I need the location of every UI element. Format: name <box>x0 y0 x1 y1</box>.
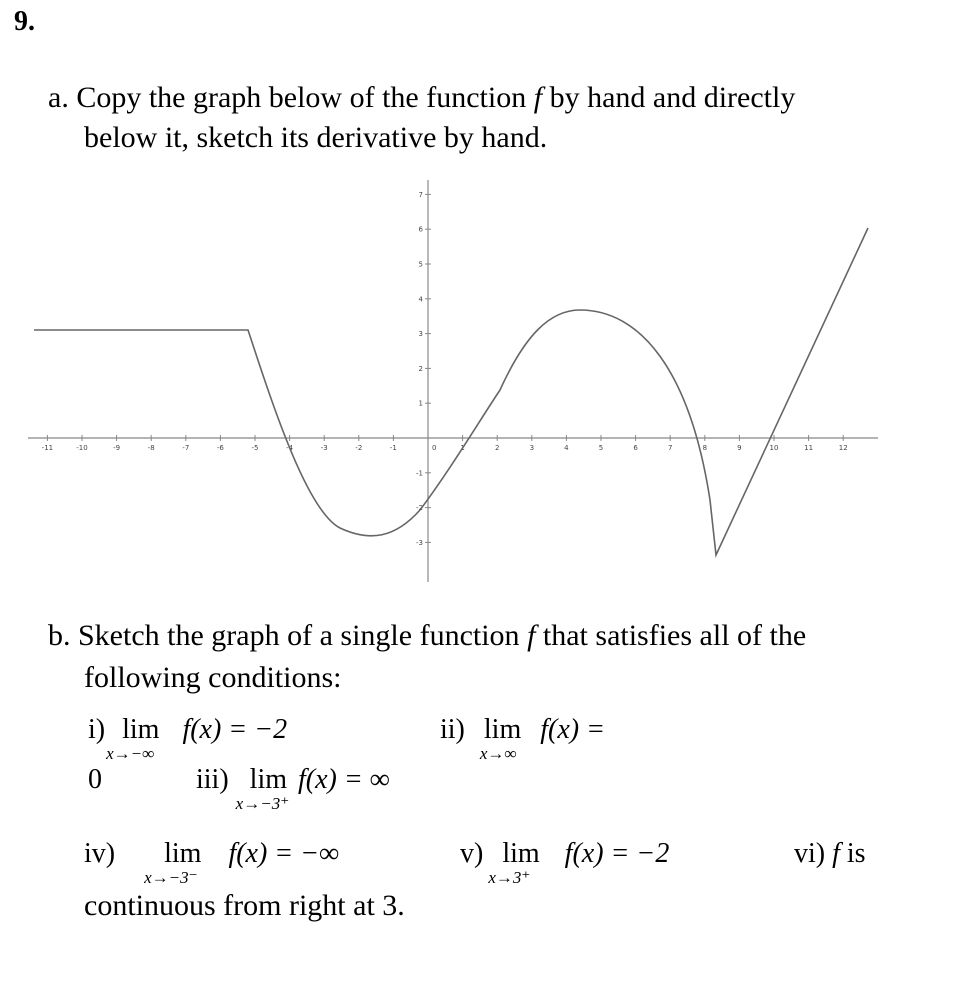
lim-text: lim <box>122 714 160 745</box>
function-curve <box>34 225 868 555</box>
x-tick-label: 11 <box>804 444 814 452</box>
condition-ii-value: 0 <box>88 764 102 795</box>
condition-ii-label: ii) <box>440 714 465 745</box>
x-tick-label: -1 <box>389 444 397 452</box>
part-b-line-2: following conditions: <box>84 661 342 694</box>
condition-v <box>460 838 670 887</box>
part-a-line-2: below it, sketch its derivative by hand. <box>84 121 548 154</box>
condition-ii <box>440 714 605 763</box>
x-tick-label: 5 <box>598 444 604 452</box>
condition-i-lim <box>106 714 160 763</box>
function-f: f <box>533 81 543 114</box>
x-tick-label: -6 <box>216 444 224 452</box>
condition-vi <box>794 838 866 870</box>
graph-axes <box>28 180 878 582</box>
part-a-line-1 <box>48 78 795 118</box>
condition-ii-lim <box>479 714 522 763</box>
x-tick-label: -7 <box>182 444 190 452</box>
y-tick-label: 7 <box>418 190 423 199</box>
x-tick-label: 9 <box>737 444 742 452</box>
condition-vi-text: is <box>846 838 866 869</box>
y-tick-group <box>416 191 431 547</box>
part-a-text-start: a. Copy the graph below of the function <box>48 81 527 114</box>
problem-number: 9. <box>14 6 35 37</box>
part-a-text-end: by hand and directly <box>549 81 796 114</box>
y-tick-label: -2 <box>416 504 423 513</box>
condition-iii-sub: x→−3⁺ <box>235 794 290 813</box>
x-tick-label: -2 <box>355 444 363 452</box>
condition-ii-expr: f(x) = <box>540 714 605 745</box>
condition-ii-sub: x→∞ <box>479 744 517 763</box>
part-b-text-end: that satisfies all of the <box>542 619 807 652</box>
condition-i-label: i) <box>88 714 106 745</box>
x-tick-label: 2 <box>494 444 500 452</box>
condition-iv-lim <box>144 838 202 887</box>
x-tick-label: 10 <box>769 444 779 452</box>
y-tick-label: 1 <box>418 399 423 408</box>
y-tick-label: 2 <box>418 364 423 373</box>
x-tick-label: 3 <box>529 444 535 452</box>
x-tick-label: -8 <box>147 444 155 452</box>
y-tick-label: 5 <box>418 260 423 269</box>
condition-v-lim <box>488 838 540 887</box>
x-tick-label: 8 <box>702 444 708 452</box>
condition-iv <box>84 838 340 887</box>
function-f-b: f <box>527 619 536 652</box>
lim-text: lim <box>164 838 202 869</box>
part-b-text-start: b. Sketch the graph of a single function <box>48 619 520 652</box>
y-tick-label: 3 <box>418 330 423 339</box>
x-tick-label: -5 <box>251 444 259 452</box>
condition-iv-expr: f(x) = −∞ <box>228 838 340 869</box>
condition-iii-expr: f(x) = ∞ <box>298 764 390 795</box>
condition-vi-continuation: continuous from right at 3. <box>84 889 405 922</box>
condition-i <box>88 714 288 763</box>
condition-iii <box>196 764 390 813</box>
condition-iii-label: iii) <box>196 764 229 795</box>
condition-i-expr: f(x) = −2 <box>182 714 288 745</box>
y-tick-label: 4 <box>418 295 423 304</box>
x-tick-label: 1 <box>460 444 465 452</box>
x-tick-label: -3 <box>320 444 328 452</box>
condition-iv-sub: x→−3⁻ <box>144 868 198 887</box>
x-tick-label: 0 <box>432 444 437 452</box>
x-tick-label: -10 <box>76 444 88 452</box>
y-tick-label: -3 <box>416 538 423 547</box>
x-tick-label: 7 <box>667 444 673 452</box>
y-tick-label: -1 <box>416 469 423 478</box>
condition-iii-lim <box>235 764 290 813</box>
lim-text: lim <box>249 764 288 795</box>
condition-vi-f: f <box>832 838 840 869</box>
x-tick-label: -9 <box>113 444 121 452</box>
lim-text: lim <box>502 838 540 869</box>
condition-i-sub: x→−∞ <box>106 744 155 763</box>
part-b-line-1 <box>48 616 806 656</box>
lim-text: lim <box>483 714 522 745</box>
x-tick-label: 12 <box>838 444 848 452</box>
y-tick-label: 6 <box>418 225 423 234</box>
x-tick-label: 6 <box>633 444 638 452</box>
x-tick-label: -4 <box>286 444 294 452</box>
function-graph <box>0 170 962 590</box>
condition-v-label: v) <box>460 838 484 869</box>
condition-iv-label: iv) <box>84 838 116 869</box>
condition-v-expr: f(x) = −2 <box>564 838 670 869</box>
condition-v-sub: x→3⁺ <box>488 868 531 887</box>
x-tick-label: 4 <box>564 444 569 452</box>
x-tick-label: -11 <box>41 444 54 452</box>
condition-vi-label: vi) <box>794 838 826 869</box>
